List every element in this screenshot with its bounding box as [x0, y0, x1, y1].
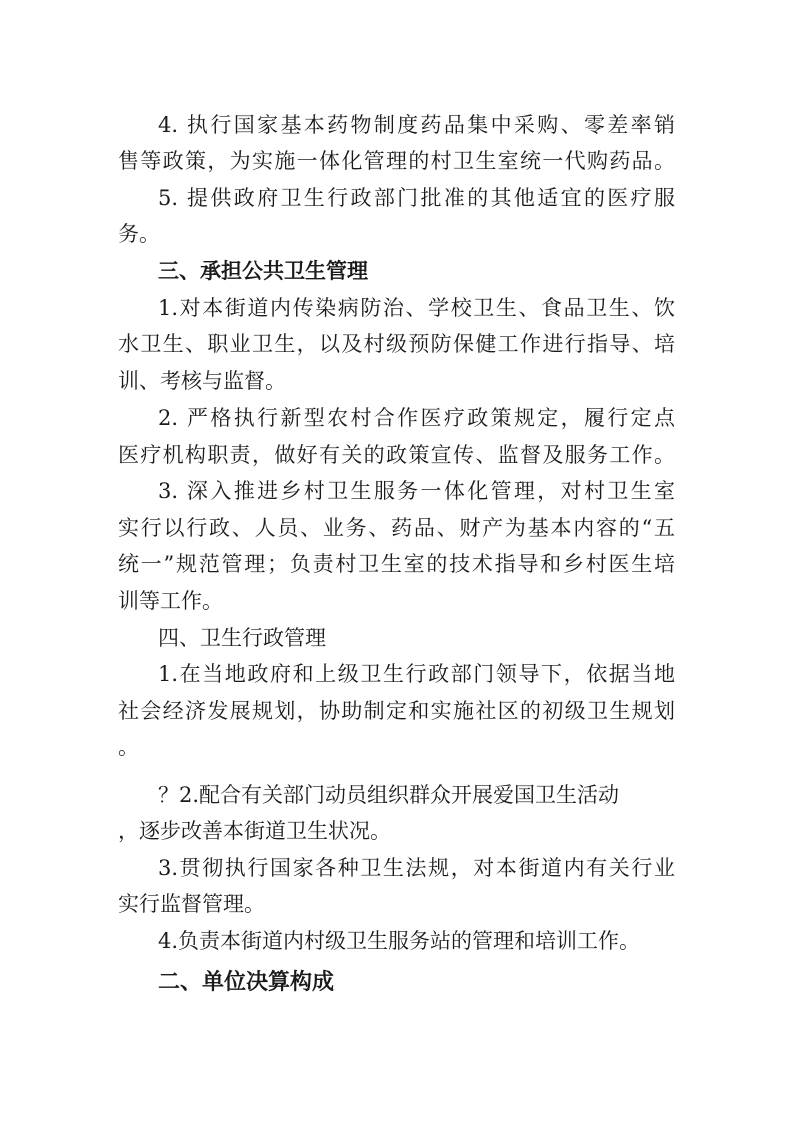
paragraph-line: 水卫生、职业卫生，以及村级预防保健工作进行指导、培	[118, 332, 675, 356]
paragraph-line: 社会经济发展规划，协助制定和实施社区的初级卫生规划	[118, 699, 675, 723]
paragraph-line: 训等工作。	[118, 589, 223, 613]
paragraph-line: 统一”规范管理；负责村卫生室的技术指导和乡村医生培	[118, 552, 675, 576]
paragraph-line: 2. 严格执行新型农村合作医疗政策规定，履行定点	[158, 406, 675, 430]
paragraph-line: 实行以行政、人员、业务、药品、财产为基本内容的“五	[118, 516, 675, 540]
paragraph-line: 售等政策，为实施一体化管理的村卫生室统一代购药品。	[118, 149, 675, 173]
section-heading: 三、承担公共卫生管理	[158, 259, 368, 283]
paragraph-line: 。	[118, 735, 139, 759]
section-heading: 四、卫生行政管理	[158, 626, 326, 650]
paragraph-line: ？2.配合有关部门动员组织群众开展爱国卫生活动	[158, 783, 620, 807]
paragraph-line: 5. 提供政府卫生行政部门批准的其他适宜的医疗服	[158, 186, 675, 210]
paragraph-line: 3. 深入推进乡村卫生服务一体化管理，对村卫生室	[158, 479, 675, 503]
paragraph-line: 3.贯彻执行国家各种卫生法规，对本街道内有关行业	[158, 856, 675, 880]
paragraph-line: 1.在当地政府和上级卫生行政部门领导下，依据当地	[158, 662, 675, 686]
paragraph-line: 4.负责本街道内村级卫生服务站的管理和培训工作。	[158, 929, 641, 953]
paragraph-line: ，逐步改善本街道卫生状况。	[118, 819, 391, 843]
paragraph-line: 实行监督管理。	[118, 892, 265, 916]
paragraph-line: 务。	[118, 222, 160, 246]
paragraph-line: 医疗机构职责，做好有关的政策宣传、监督及服务工作。	[118, 443, 675, 467]
paragraph-line: 4. 执行国家基本药物制度药品集中采购、零差率销	[158, 113, 675, 137]
paragraph-line: 训、考核与监督。	[118, 369, 286, 393]
section-heading: 二、单位决算构成	[158, 970, 335, 995]
paragraph-line: 1.对本街道内传染病防治、学校卫生、食品卫生、饮	[158, 296, 675, 320]
